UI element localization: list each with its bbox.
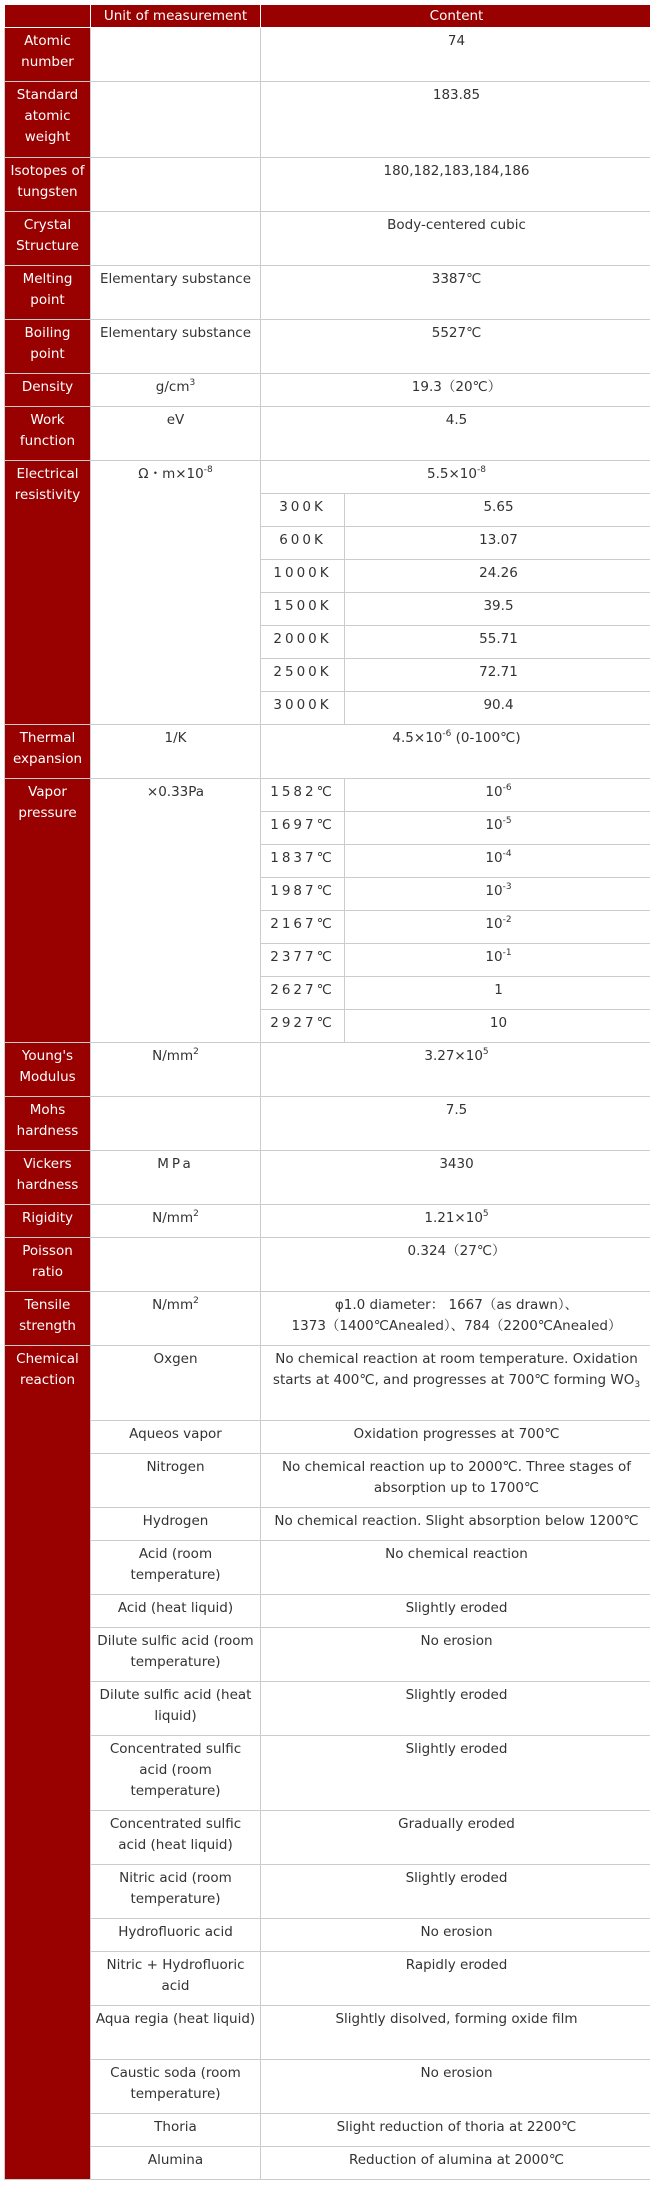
- temperature-label: 2167℃: [261, 911, 345, 944]
- temperature-label: 1987℃: [261, 878, 345, 911]
- row-crystal: [5, 212, 650, 266]
- value-tail: (0-100℃): [451, 730, 521, 746]
- value-cell: [261, 1043, 650, 1097]
- agent-label: Hydrogen: [91, 1508, 261, 1541]
- chemical-subrow: [5, 1628, 650, 1682]
- subrow-value: [345, 845, 650, 878]
- unit-cell: MPa: [91, 1151, 261, 1205]
- unit-cell: Elementary substance: [91, 266, 261, 320]
- subrow-value: 13.07: [345, 527, 650, 560]
- header-content: Content: [261, 5, 650, 28]
- value-cell: Body-centered cubic: [261, 212, 650, 266]
- temperature-label: 2627℃: [261, 977, 345, 1010]
- unit-exponent: 3: [189, 378, 196, 388]
- value-base: 10: [485, 817, 503, 833]
- value-exponent: -6: [502, 783, 512, 793]
- vapor-subrow: [5, 779, 650, 812]
- chemical-subrow: [5, 1541, 650, 1595]
- row-boiling: [5, 320, 650, 374]
- chemical-subrow: [5, 1682, 650, 1736]
- value-line-2: 1373（1400℃Anealed）、784（2200℃Anealed）: [291, 1318, 622, 1334]
- value-cell: 5527℃: [261, 320, 650, 374]
- reaction-value: No chemical reaction up to 2000℃. Three stages of absorption up to 1700℃: [261, 1454, 650, 1508]
- prop-label: Crystal Structure: [5, 212, 91, 266]
- chemical-subrow: [5, 1508, 650, 1541]
- reaction-value: No erosion: [261, 1628, 650, 1682]
- subrow-value: [345, 911, 650, 944]
- prop-label: Boiling point: [5, 320, 91, 374]
- prop-label: Young's Modulus: [5, 1043, 91, 1097]
- chemical-subrow: [5, 1454, 650, 1508]
- value-cell: [261, 461, 650, 494]
- value-base: 4.5×10: [392, 730, 443, 746]
- unit-exponent: 2: [193, 1296, 199, 1306]
- reaction-value: [261, 1346, 650, 1421]
- value-cell: 74: [261, 28, 650, 82]
- reaction-value: No erosion: [261, 2060, 650, 2114]
- reaction-value: Oxidation progresses at 700℃: [261, 1421, 650, 1454]
- agent-label: Acid (heat liquid): [91, 1595, 261, 1628]
- value-cell: [261, 1205, 650, 1238]
- subrow-value: 39.5: [345, 593, 650, 626]
- unit-cell: [91, 1238, 261, 1292]
- chemical-subrow: [5, 2060, 650, 2114]
- subrow-value: [345, 878, 650, 911]
- header-row: [5, 5, 650, 28]
- agent-label: Acid (room temperature): [91, 1541, 261, 1595]
- row-tensile: [5, 1292, 650, 1346]
- row-poisson: [5, 1238, 650, 1292]
- unit-cell: ×0.33Pa: [91, 779, 261, 1043]
- unit-cell: [91, 1097, 261, 1151]
- chemical-subrow: [5, 1595, 650, 1628]
- value-base: 3.27×10: [424, 1048, 483, 1064]
- value-base: 10: [485, 916, 503, 932]
- temperature-label: 1697℃: [261, 812, 345, 845]
- row-mohs: [5, 1097, 650, 1151]
- reaction-value: Slightly eroded: [261, 1595, 650, 1628]
- unit-cell: [91, 374, 261, 407]
- reaction-value: No chemical reaction: [261, 1541, 650, 1595]
- temperature-label: 2500K: [261, 659, 345, 692]
- subrow-value: [345, 977, 650, 1010]
- value-cell: 3387℃: [261, 266, 650, 320]
- temperature-label: 2377℃: [261, 944, 345, 977]
- agent-label: Aqua regia (heat liquid): [91, 2006, 261, 2060]
- agent-label: Nitrogen: [91, 1454, 261, 1508]
- unit-base: N/mm: [152, 1297, 194, 1313]
- chemical-subrow: [5, 1919, 650, 1952]
- unit-cell: [91, 28, 261, 82]
- prop-label: Work function: [5, 407, 91, 461]
- subrow-value: 72.71: [345, 659, 650, 692]
- value-cell: 0.324（27℃）: [261, 1238, 650, 1292]
- row-youngs: [5, 1043, 650, 1097]
- value-cell: 19.3（20℃）: [261, 374, 650, 407]
- agent-label: Hydrofluoric acid: [91, 1919, 261, 1952]
- unit-cell: [91, 158, 261, 212]
- chemical-subrow: [5, 1736, 650, 1811]
- row-vickers: [5, 1151, 650, 1205]
- row-rigidity: [5, 1205, 650, 1238]
- value-base: 10: [485, 883, 503, 899]
- value-base: 5.5×10: [427, 466, 477, 482]
- subrow-value: [345, 812, 650, 845]
- chemical-subrow: [5, 1865, 650, 1919]
- value-subscript: 3: [634, 1380, 641, 1390]
- prop-label: Mohs hardness: [5, 1097, 91, 1151]
- agent-label: Nitric + Hydrofluoric acid: [91, 1952, 261, 2006]
- temperature-label: 600K: [261, 527, 345, 560]
- agent-label: Thoria: [91, 2114, 261, 2147]
- prop-label: Thermal expansion: [5, 725, 91, 779]
- reaction-value: Slightly eroded: [261, 1682, 650, 1736]
- chemical-subrow: [5, 1346, 650, 1421]
- value-base: 10: [485, 784, 503, 800]
- value-cell: 183.85: [261, 82, 650, 158]
- value-cell: 7.5: [261, 1097, 650, 1151]
- temperature-label: 3000K: [261, 692, 345, 725]
- reaction-value: Gradually eroded: [261, 1811, 650, 1865]
- row-atomic-weight: [5, 82, 650, 158]
- prop-label: Melting point: [5, 266, 91, 320]
- value-exponent: 5: [482, 1209, 489, 1219]
- value-text: No chemical reaction at room temperature. Oxidation starts at 400℃, and progresses at 700℃ forming WO: [272, 1351, 638, 1388]
- value-exponent: -1: [502, 948, 512, 958]
- subrow-value: [345, 779, 650, 812]
- value-exponent: -3: [502, 882, 512, 892]
- prop-label: Vapor pressure: [5, 779, 91, 1043]
- subrow-value: [345, 1010, 650, 1043]
- subrow-value: 24.26: [345, 560, 650, 593]
- reaction-value: No chemical reaction. Slight absorption below 1200℃: [261, 1508, 650, 1541]
- unit-cell: [91, 82, 261, 158]
- subrow-value: 5.65: [345, 494, 650, 527]
- row-atomic-number: [5, 28, 650, 82]
- value-cell: [261, 1292, 650, 1346]
- temperature-label: 1837℃: [261, 845, 345, 878]
- prop-label: Chemical reaction: [5, 1346, 91, 2180]
- chemical-subrow: [5, 2006, 650, 2060]
- temperature-label: 1000K: [261, 560, 345, 593]
- unit-cell: [91, 1292, 261, 1346]
- reaction-value: Reduction of alumina at 2000℃: [261, 2147, 650, 2180]
- unit-exponent: 2: [193, 1209, 199, 1219]
- agent-label: Dilute sulfic acid (room temperature): [91, 1628, 261, 1682]
- header-unit: Unit of measurement: [91, 5, 261, 28]
- chemical-subrow: [5, 2147, 650, 2180]
- temperature-label: 1500K: [261, 593, 345, 626]
- unit-exponent: -8: [203, 465, 213, 475]
- reaction-value: Slightly disolved, forming oxide film: [261, 2006, 650, 2060]
- value-base: 10: [489, 1015, 508, 1031]
- value-exponent: -8: [477, 465, 486, 475]
- chemical-subrow: [5, 1952, 650, 2006]
- prop-label: Vickers hardness: [5, 1151, 91, 1205]
- prop-label: Tensile strength: [5, 1292, 91, 1346]
- value-cell: 3430: [261, 1151, 650, 1205]
- unit-cell: eV: [91, 407, 261, 461]
- reaction-value: Slight reduction of thoria at 2200℃: [261, 2114, 650, 2147]
- unit-exponent: 2: [193, 1047, 199, 1057]
- row-thermal: [5, 725, 650, 779]
- chemical-subrow: [5, 2114, 650, 2147]
- value-base: 1.21×10: [424, 1210, 483, 1226]
- row-density: [5, 374, 650, 407]
- value-exponent: -6: [442, 729, 452, 739]
- value-exponent: -5: [502, 816, 512, 826]
- value-base: 1: [494, 982, 503, 998]
- temperature-label: 1582℃: [261, 779, 345, 812]
- unit-base: N/mm: [152, 1210, 194, 1226]
- subrow-value: 55.71: [345, 626, 650, 659]
- prop-label: Isotopes of tungsten: [5, 158, 91, 212]
- value-cell: [261, 725, 650, 779]
- reaction-value: Slightly eroded: [261, 1865, 650, 1919]
- temperature-label: 2927℃: [261, 1010, 345, 1043]
- temperature-label: 2000K: [261, 626, 345, 659]
- unit-base: N/mm: [152, 1048, 194, 1064]
- agent-label: Dilute sulfic acid (heat liquid): [91, 1682, 261, 1736]
- tungsten-properties-table: [4, 4, 650, 2180]
- prop-label: Rigidity: [5, 1205, 91, 1238]
- chemical-subrow: [5, 1811, 650, 1865]
- value-base: 10: [485, 850, 503, 866]
- agent-label: Caustic soda (room temperature): [91, 2060, 261, 2114]
- temperature-label: 300K: [261, 494, 345, 527]
- row-work-function: [5, 407, 650, 461]
- unit-cell: [91, 212, 261, 266]
- reaction-value: Slightly eroded: [261, 1736, 650, 1811]
- unit-cell: Elementary substance: [91, 320, 261, 374]
- value-cell: 4.5: [261, 407, 650, 461]
- unit-cell: [91, 1205, 261, 1238]
- value-line-1: φ1.0 diameter： 1667（as drawn）、: [334, 1297, 579, 1313]
- agent-label: Nitric acid (room temperature): [91, 1865, 261, 1919]
- value-exponent: 5: [482, 1047, 489, 1057]
- unit-cell: [91, 461, 261, 725]
- agent-label: Oxgen: [91, 1346, 261, 1421]
- subrow-value: [345, 944, 650, 977]
- value-exponent: -4: [502, 849, 512, 859]
- prop-label: Poisson ratio: [5, 1238, 91, 1292]
- chemical-subrow: [5, 1421, 650, 1454]
- unit-base: g/cm: [155, 379, 190, 395]
- value-cell: 180,182,183,184,186: [261, 158, 650, 212]
- subrow-value: 90.4: [345, 692, 650, 725]
- row-melting: [5, 266, 650, 320]
- header-blank: [5, 5, 91, 28]
- agent-label: Alumina: [91, 2147, 261, 2180]
- row-resistivity: [5, 461, 650, 494]
- value-base: 10: [485, 949, 503, 965]
- unit-cell: 1/K: [91, 725, 261, 779]
- prop-label: Electrical resistivity: [5, 461, 91, 725]
- reaction-value: Rapidly eroded: [261, 1952, 650, 2006]
- reaction-value: No erosion: [261, 1919, 650, 1952]
- unit-base: Ω・m×10: [138, 466, 204, 482]
- prop-label: Standard atomic weight: [5, 82, 91, 158]
- unit-cell: [91, 1043, 261, 1097]
- agent-label: Aqueos vapor: [91, 1421, 261, 1454]
- row-isotopes: [5, 158, 650, 212]
- value-exponent: -2: [502, 915, 512, 925]
- prop-label: Atomic number: [5, 28, 91, 82]
- agent-label: Concentrated sulfic acid (room temperature): [91, 1736, 261, 1811]
- prop-label: Density: [5, 374, 91, 407]
- agent-label: Concentrated sulfic acid (heat liquid): [91, 1811, 261, 1865]
